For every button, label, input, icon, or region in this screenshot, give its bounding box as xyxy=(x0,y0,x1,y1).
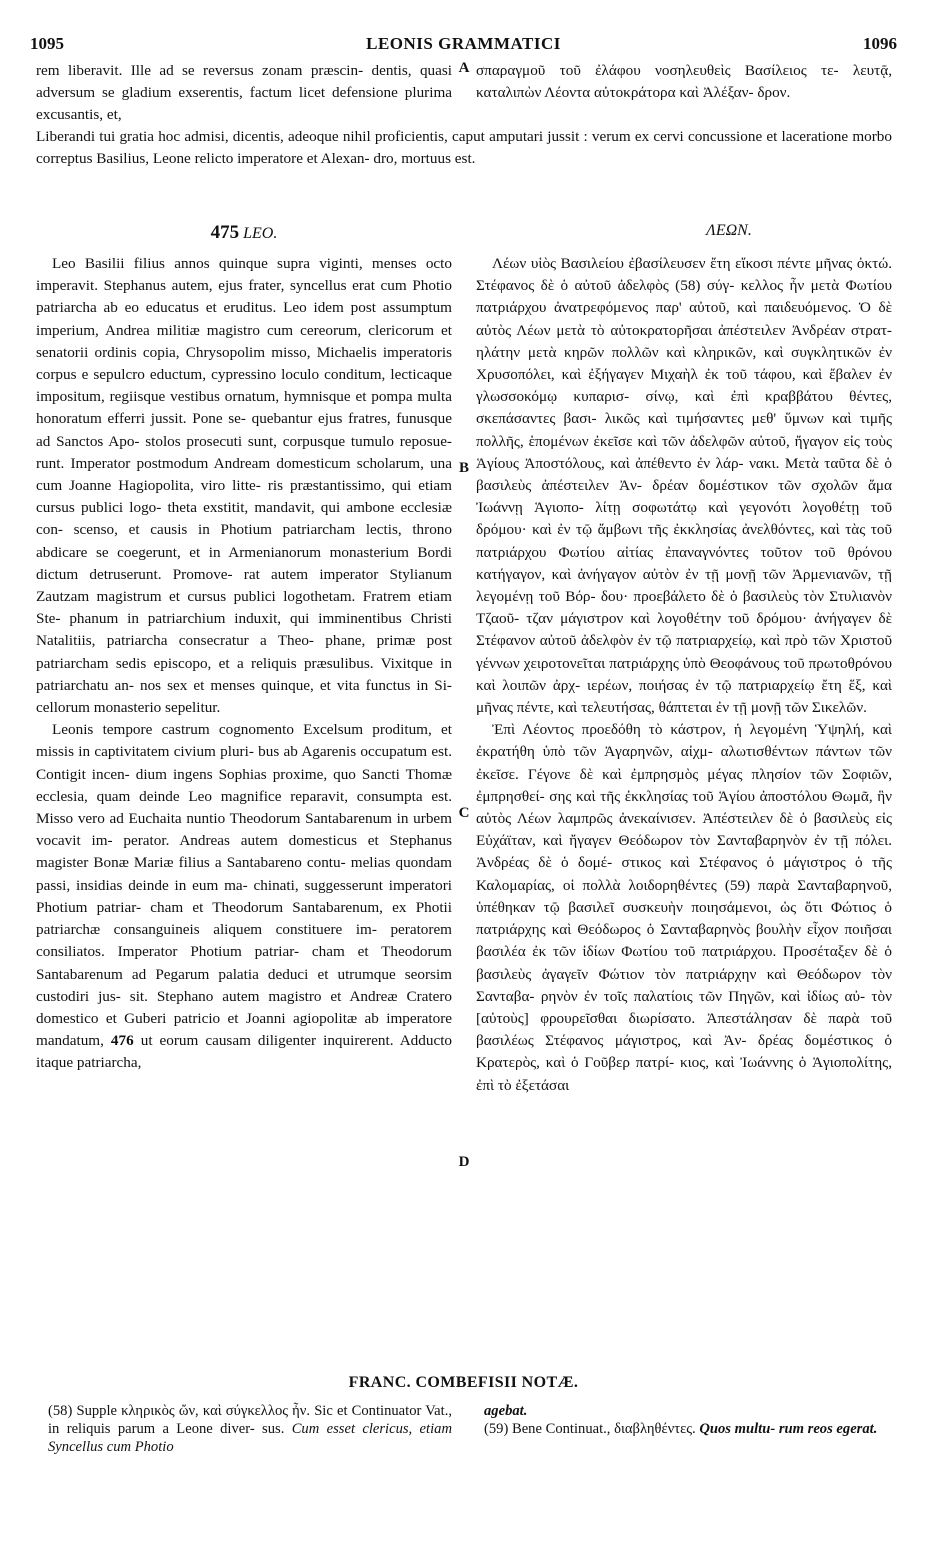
greek-paragraph-2: Ἐπὶ Λέοντος προεδόθη τὸ κάστρον, ἡ λεγομένη Ὑψηλή, καὶ ἐκρατήθη ὑπὸ τῶν Ἀγαρηνῶν, αἰχμ- αλωτισθέντων πάντων τῶν ἐκεῖσε. Γέγονε δὲ καὶ ἐμπρησμὸς μέγας πλησίον τῶν Σοφιῶν, ἐμπρησθεί- σης καὶ τῆς ἐκκλησίας τοῦ Ἁγίου ἀποστόλου Θωμᾶ, ἣν αὐτὸς Λέων λαμπρῶς ἀνεκαίνισεν. Ἀπέστειλεν δὲ ὁ βασιλεὺς εἰς Εὐχάϊταν, καὶ ἤγαγεν Θεόδωρον τὸν Σανταβαρηνὸν ἐν τῇ πόλει. Ἀνδρέας δὲ ὁ δομέ- στικος καὶ Στέφανος ὁ μάγιστρος ὁ τῆς Καλομαρίας, οἱ πολλὰ λοιδορηθέντες (59) παρὰ Σανταβαρηνοῦ, ὑπέθηκαν τῷ βασιλεῖ συσκευὴν ποιησάμενοι, ὡς ὅτι Φώτιος ὁ πατριάρχης καὶ Θεόδωρος ὁ Σανταβαρηνὸς βουλὴν εἶχον ποιῆσαι βασιλέα ἐκ τῶν ἰδίων Φωτίου τοῦ πατριάρχου. Προσέταξεν δὲ ὁ βασιλεὺς ἀγαγεῖν Φώτιον τὸν πατριάρχην καὶ Θεόδωρον τὸν Σανταβα- ρηνὸν ἐν τοῖς παλατίοις τῶν Πηγῶν, καὶ ἰδίως αὐ- τὸν [αὐτοὺς] φρουρεῖσθαι διωρίσατο. Ἀπεστάλησαν δὲ παρὰ τοῦ βασιλέως Στέφανος μάγιστρος, καὶ Ἀν- δρέας δομέστικος ὁ Κρατερὸς, καὶ ὁ Γοῦβερ πατρί- κιος, καὶ Ἰωάννης ὁ Ἁγιοπολίτης, ἐπὶ τὸ ἐξετάσαι xyxy=(476,721,892,1094)
page-number-left: 1095 xyxy=(30,34,64,53)
latin-fullwidth-text xyxy=(36,126,892,214)
greek-column xyxy=(476,253,892,1365)
latin-paragraph-2 xyxy=(36,719,452,1074)
latin-section-heading xyxy=(36,222,452,244)
note-59 xyxy=(484,1402,884,1466)
greek-top-paragraph: σπαραγμοῦ τοῦ ἐλάφου νοσηλευθεὶς Βασίλειος τε- λευτᾷ, καταλιπὼν Λέοντα αὐτοκράτορα καὶ Ἀλέξαν- δρον. xyxy=(476,62,892,102)
note-58 xyxy=(48,1402,452,1466)
latin-top-paragraph: rem liberavit. Ille ad se reversus zonam præscin- dentis, quasi adversum se gladium exserentis, factum licet defensione plurima excusantis, et, xyxy=(36,62,452,124)
note-58-continuation: agebat. xyxy=(484,1403,528,1419)
notes-heading: FRANC. COMBEFISII NOTÆ. xyxy=(348,1374,579,1391)
latin-paragraph-1: Leo Basilii filius annos quinque supra viginti, menses octo imperavit. Stephanus autem, ejus frater, syncellus erat cum Photio patriarcha ab eo educatus et eruditus. Leo idem post assumptum imperium, Andrea militiæ magistro cum cereorum, clericorum et senatorii ordinis copia, Chrysopolim misso, Michaelis imperatoris corpus e sepulcro eductum, cypressino loculo conditum, lecticaque impositum, regiisque vestibus ornatum, hymnisque et pompa multa honoratum efferri jussit. Pone se- quebantur ejus fratres, funusque ad Sanctos Apo- stolos prosecuti sunt, corpusque tumulo reposue- runt. Imperator postmodum Andream domesticum scholarum, una cum Joanne Hagiopolita, viro litte- ris præstantissimo, qui etiam cursus publici logo- theta exstitit, mandavit, qui ambone ecclesiæ con- scenso, et causis in Photium patriarcham lectis, throno abdicare se coegerunt, et in Armenianorum monasterium Bordi dictum detruserunt. Promove- rat autem imperator Stylianum Zautzam magistrum et cursus publici logothetam. Fratrem etiam Ste- phanum in patriarchium induxit, qui imminentibus Christi Natalitiis, patriarcha consecratur a Theo- phane, primæ post patriarcham sedis episcopo, et a reliquis præsulibus. Vixitque in patriarchatu an- nos sex et menses quinque, et vita functus in Si- cellorum monasterio sepelitur. xyxy=(36,255,452,717)
latin-top-text xyxy=(36,60,452,128)
latin-fullwidth-paragraph: Liberandi tui gratia hoc admisi, dicentis, adeoque nihil proficientis, caput amputari jussit : verum ex cervi concussione et laceratione morbo correptus Basilius, Leone relicto imperatore et Alexan- dro, mortuus est. xyxy=(36,128,892,168)
greek-top-text xyxy=(476,60,892,128)
margin-marker-c: C xyxy=(458,805,470,821)
greek-section-heading xyxy=(476,222,892,240)
note-58-text: (58) Supple κληρικὸς ὤν, καὶ σύγκελλος ἦν. Sic et Continuator Vat., in reliquis parum a Leone diver- sus. xyxy=(48,1403,452,1437)
margin-marker-d: D xyxy=(458,1154,470,1170)
greek-section-title: ΛΕΩΝ. xyxy=(706,222,752,239)
latin-column xyxy=(36,253,452,1365)
greek-paragraph-1: Λέων υἱὸς Βασιλείου ἐβασίλευσεν ἔτη εἴκοσι πέντε μῆνας ὀκτώ. Στέφανος δὲ ὁ αὐτοῦ ἀδελφὸς (58) σύγ- κελλος ἦν μετὰ Φωτίου πατριάρχου ἀνατρεφόμενος παρ' αὐτοῦ, καὶ παιδευόμενος. Ὁ δὲ αὐτὸς Λέων μετὰ τὸ αὐτοκρατορῆσαι ἀπέστειλεν Ἀνδρέαν στρατ- ηλάτην μετὰ κηρῶν πολλῶν καὶ κληρικῶν, καὶ συγκλητικῶν ἐν Χρυσοπόλει, καὶ ἐξήγαγεν Μιχαὴλ ἐκ τοῦ τάφου, καὶ ἔβαλεν ἐν γλωσσοκόμῳ κυπαρισ- σίνῳ, καὶ ἐπὶ κραββάτου θέντες, σκεπάσαντες βασι- λικῶς καὶ τιμήσαντες μεθ' ὕμνων καὶ τιμῆς πολλῆς, ἑπομένων ἐκεῖσε καὶ τῶν ἀδελφῶν αὐτοῦ, ἤγαγον εἰς τοὺς Ἁγίους Ἀποστόλους, καὶ ἀπέθεντο ἐν λάρ- νακι. Μετὰ ταῦτα δὲ ὁ βασιλεὺς ἀπέστειλεν Ἀν- δρέαν δομέστικον τῶν σχολῶν ἅμα Ἰωάννῃ Ἁγιοπο- λίτῃ σοφωτάτῳ καὶ γεγονότι λογοθέτῃ τοῦ δρόμου· καὶ ἐν τῷ ἄμβωνι τῆς ἐκκλησίας ἀνελθόντες, καὶ τὰς τοῦ πατριάρχου Φωτίου αἰτίας ἐπαναγνόντες τοῦτον τοῦ θρόνου κατήγαγον, καὶ ἀνήγαγον αὐτὸν ἐν τῇ μονῇ τῶν Ἀρμενιανῶν, τῇ λεγομένῃ τοῦ Βόρ- δου· προεβάλετο δὲ ὁ βασιλεὺς τὸν Στυλιανὸν Τζαοῦ- τζαν μάγιστρον καὶ λογοθέτην τοῦ δρόμου· ἀνήγαγεν δὲ Στέφανον αὐτοῦ ἀδελφὸν ἐν τῷ πατριαρχείῳ, καὶ πρὸ τῶν Χριστοῦ γέννων χειροτονεῖται πατριάρχης ὑπὸ Θεοφάνους τοῦ πρωτοθρόνου καὶ λοιπῶν ἀρχ- ιερέων, ποιήσας ἐν τῷ πατριαρχείῳ ἔτη ἕξ, καὶ μῆνας πέντε, καὶ τελευτήσας, θάπτεται ἐν τῇ μονῇ τῶν Σικελῶν. xyxy=(476,255,892,717)
latin-section-title: LEO. xyxy=(243,225,278,242)
page-header xyxy=(30,34,897,58)
margin-marker-b: B xyxy=(458,460,469,476)
section-number: 475 xyxy=(210,222,240,243)
note-58-italic: Cum esset clericus, etiam Syncellus cum Photio xyxy=(48,1421,452,1455)
latin-paragraph-2-text: Leonis tempore castrum cognomento Excelsum proditum, et missis in captivitatem civium pluri- bus ab Agarenis occupatum est. Contigit incen- dium ingens Sophias proxime, quo Sancti Thomæ ecclesia, quam deinde Leo magnifice reparavit, consumpta est. Misso vero ad Euchaita nuntio Theodorum Santabarenum in urbem vocavit im- perator. Andreas autem domesticus et Stephanus magister Bonæ Mariæ filius a Santabareno contu- melias quondam passi, insidias deinde in eum ma- chinati, suggesserunt imperatori Photium patriar- cham et Theodorum Santabarenum, ex Photii patriarchæ consanguineis aliquem constituere im- peratorem consiliatos. Imperator Photium patriar- cham et Theodorum Santabarenum ad Pegarum palatia deduci et utrumque seorsim custodiri jus- sit. Stephano autem magistro et Andreæ Cratero domestico et Guberi patricio et Joanni agiopolitæ ab imperatore mandatum, xyxy=(36,721,452,1050)
note-59-italic: Quos multu- rum reos egerat. xyxy=(699,1421,878,1437)
page-number-right: 1096 xyxy=(863,34,897,53)
latin-paragraph-2-tail: ut eorum causam diligenter inquirerent. Adducto itaque patriarcha, xyxy=(36,1032,452,1072)
note-59-text: (59) Bene Continuat., διαβληθέντες. xyxy=(484,1421,696,1437)
running-title: LEONIS GRAMMATICI xyxy=(366,34,561,53)
margin-marker-a: A xyxy=(458,60,470,76)
inline-section-number: 476 xyxy=(110,1032,134,1050)
